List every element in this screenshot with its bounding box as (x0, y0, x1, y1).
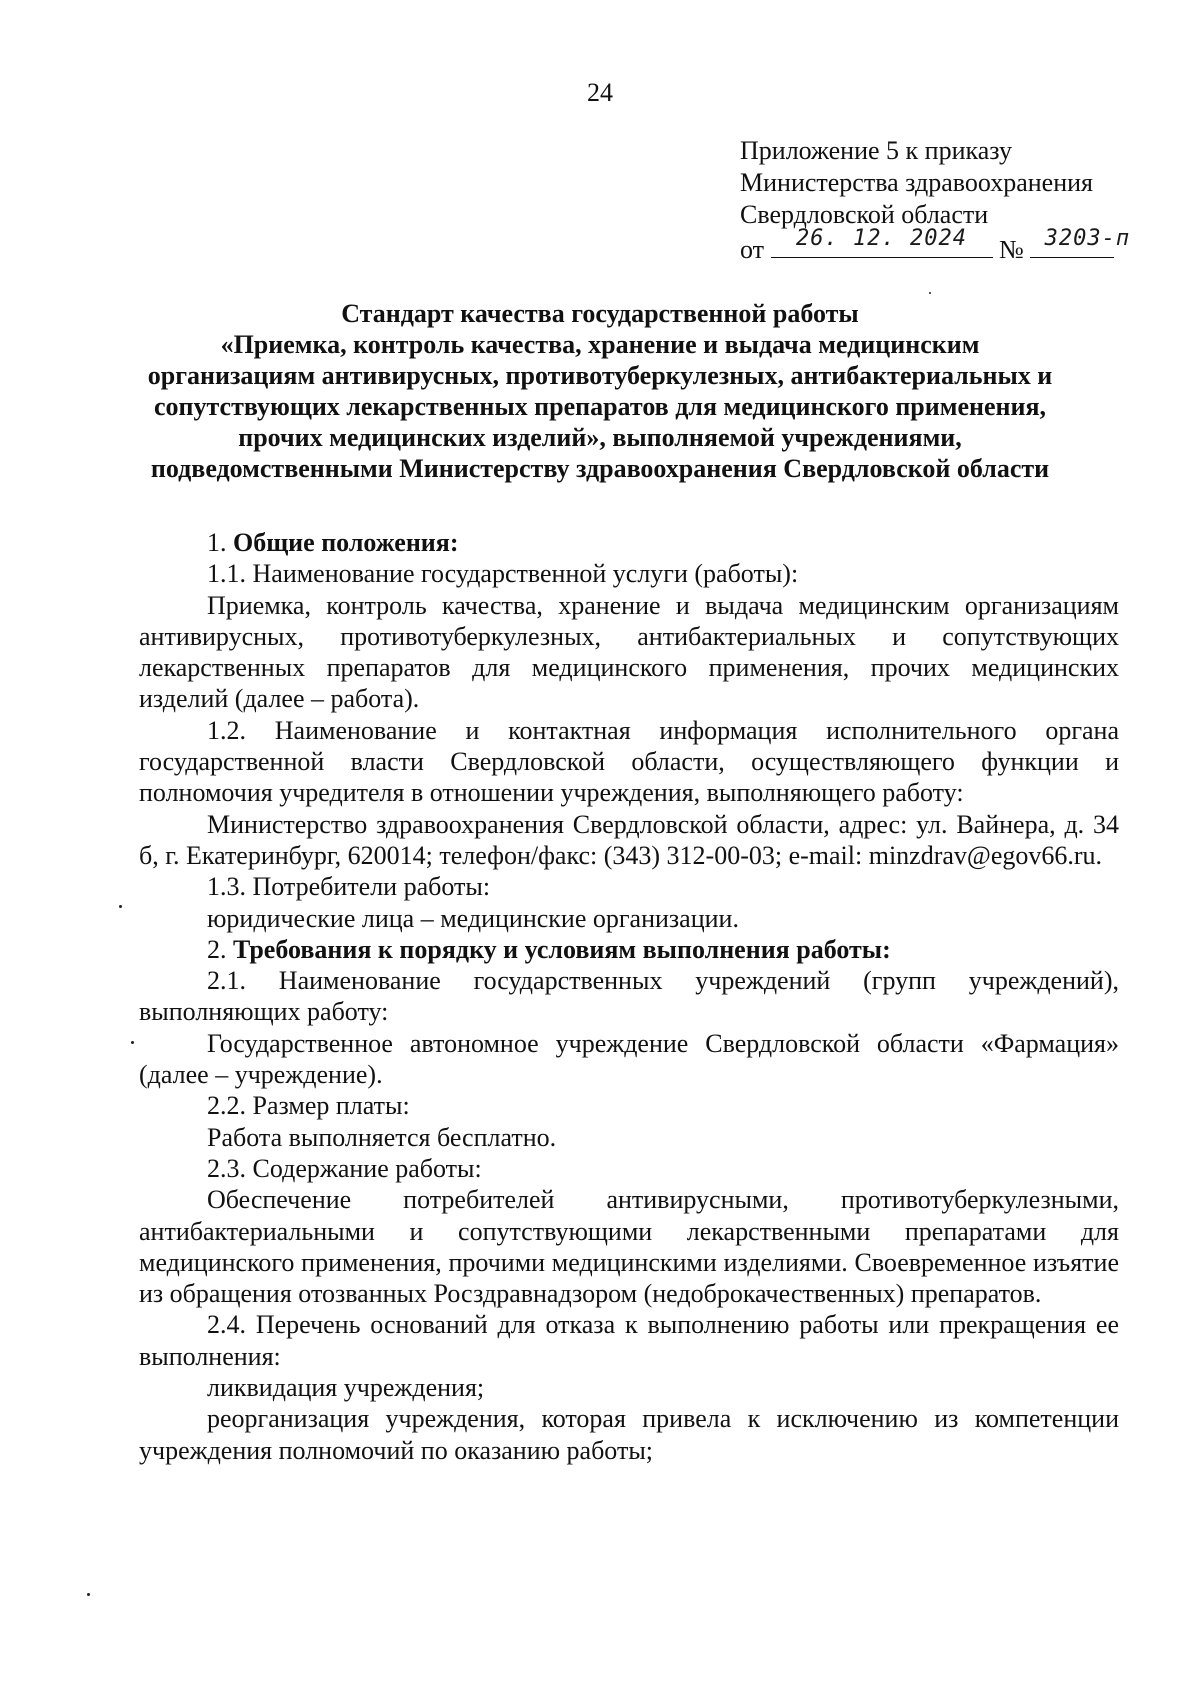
section-heading: Требования к порядку и условиям выполнения работы: (233, 934, 891, 964)
paragraph-1-1: 1.1. Наименование государственной услуги (работы): (207, 559, 799, 589)
paragraph-1-2-text: Министерство здравоохранения Свердловской области, адрес: ул. Вайнера, д. 34 б, г. Екатеринбург, 620014; телефон/факс: (343) 312-00-03; e-mail: minzdrav@egov66.ru. (139, 809, 1119, 870)
section-number: 1. (207, 528, 227, 557)
section-heading: Общие положения: (233, 528, 459, 557)
section-2-heading (139, 934, 1119, 965)
page-number: 24 (587, 78, 613, 107)
paragraph-2-4-item-a: ликвидация учреждения; (207, 1373, 485, 1403)
section-number: 2. (207, 934, 227, 964)
paragraph-2-4-item-b: реорганизация учреждения, которая привела к исключению из компетенции учреждения полномочий по оказанию работы; (139, 1404, 1119, 1465)
title-line: организациям антивирусных, противотуберкулезных, антибактериальных и (147, 361, 1053, 390)
appendix-line-2: Министерства здравоохранения (740, 168, 1093, 197)
title-line: «Приемка, контроль качества, хранение и выдача медицинским (220, 330, 980, 359)
paragraph-2-4: 2.4. Перечень оснований для отказа к выполнению работы или прекращения ее выполнения: (139, 1310, 1119, 1371)
number-field (1030, 226, 1131, 258)
date-prefix: от (740, 235, 765, 264)
scan-speck (119, 905, 122, 908)
scan-speck (87, 1593, 90, 1596)
document-title (130, 298, 1070, 484)
appendix-line-3: Свердловской области (740, 200, 989, 229)
paragraph-2-2-text: Работа выполняется бесплатно. (207, 1122, 557, 1152)
number-prefix: № (999, 235, 1024, 264)
scan-speck (131, 1041, 134, 1044)
date-field (771, 226, 993, 258)
title-line: сопутствующих лекарственных препаратов для медицинского применения, (153, 392, 1047, 421)
paragraph-1-3: 1.3. Потребители работы: (207, 872, 491, 902)
paragraph-2-3: 2.3. Содержание работы: (207, 1153, 482, 1183)
paragraph-1-3-text: юридические лица – медицинские организации. (207, 903, 739, 933)
paragraph-1-1-text: Приемка, контроль качества, хранение и выдача медицинским организациям антивирусных, противотуберкулезных, антибактериальных и сопутствующих лекарственных препаратов для медицинского применения, прочих медицинских изделий (далее – работа). (139, 590, 1119, 714)
handwritten-number: 3203-п (1044, 226, 1131, 251)
title-line: Стандарт качества государственной работы (341, 299, 859, 328)
paragraph-2-1: 2.1. Наименование государственных учреждений (групп учреждений), выполняющих работу: (139, 966, 1119, 1027)
section-1-heading (139, 527, 1119, 558)
appendix-header (740, 135, 1160, 266)
title-line: прочих медицинских изделий», выполняемой учреждениями, (238, 423, 962, 452)
paragraph-1-2: 1.2. Наименование и контактная информация исполнительного органа государственной власти Свердловской области, осуществляющего функции и полномочия учредителя в отношении учреждения, выполняющего работу: (139, 715, 1119, 808)
scan-speck (929, 292, 931, 294)
appendix-date-line (740, 226, 1160, 266)
document-body (139, 527, 1119, 1466)
paragraph-2-1-text: Государственное автономное учреждение Свердловской области «Фармация» (далее – учреждение). (139, 1028, 1119, 1090)
appendix-line-1: Приложение 5 к приказу (740, 136, 1013, 165)
title-line: подведомственными Министерству здравоохранения Свердловской области (150, 454, 1050, 483)
paragraph-2-2: 2.2. Размер платы: (207, 1091, 410, 1121)
handwritten-date: 26. 12. 2024 (796, 226, 967, 251)
paragraph-2-3-text: Обеспечение потребителей антивирусными, противотуберкулезными, антибактериальными и сопутствующими лекарственными препаратами для медицинского применения, прочими медицинскими изделиями. Своевременное изъятие из обращения отозванных Росздравнадзором (недоброкачественных) препаратов. (139, 1185, 1119, 1309)
